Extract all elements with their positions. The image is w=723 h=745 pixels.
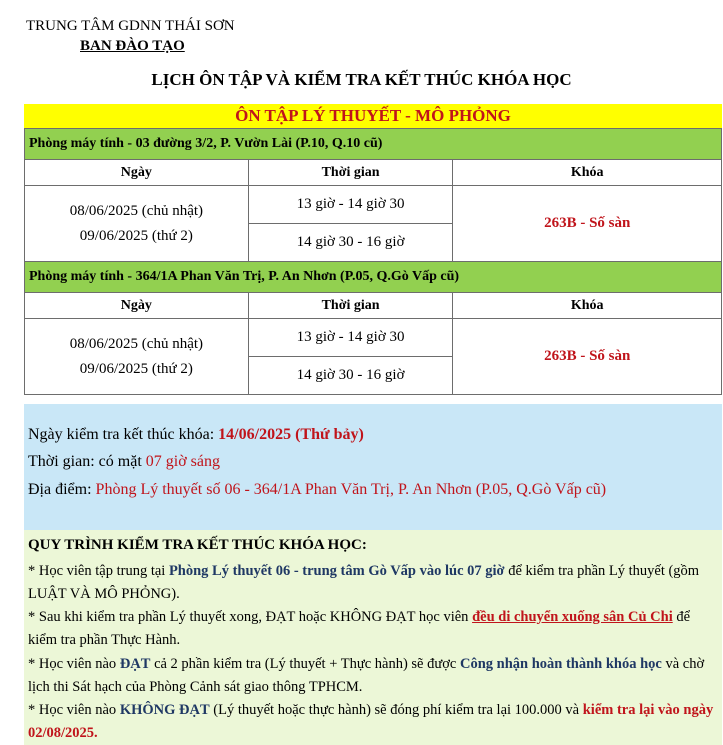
col-time-header: Thời gian [248, 293, 453, 319]
step-text: để kiểm tra phần Thực Hành. [28, 609, 691, 648]
schedule-table [24, 128, 722, 395]
exam-time-line [28, 453, 220, 471]
step-text: * Học viên nào [28, 702, 120, 718]
col-course-header: Khóa [453, 160, 722, 186]
exam-date-label: Ngày kiểm tra kết thúc khóa: [28, 426, 215, 443]
date-2: 09/06/2025 (thứ 2) [79, 360, 193, 377]
step-highlight: đều di chuyển xuống sân Củ Chi [472, 609, 673, 625]
table-row [25, 319, 722, 357]
org-header [26, 16, 235, 56]
exam-date-value: 14/06/2025 (Thứ bảy) [218, 426, 364, 443]
time-slot-2: 14 giờ 30 - 16 giờ [248, 224, 453, 262]
course-cell: 263B - Số sàn [453, 319, 722, 395]
time-slot-1: 13 giờ - 14 giờ 30 [248, 186, 453, 224]
date-1: 08/06/2025 (chủ nhật) [69, 335, 204, 352]
step-highlight: Phòng Lý thuyết 06 - trung tâm Gò Vấp vào lúc 07 giờ [168, 563, 505, 579]
procedure-section [24, 530, 722, 745]
procedure-step-3 [28, 653, 720, 698]
course-cell: 263B - Số sàn [453, 186, 722, 262]
exam-time-label: Thời gian: có mặt [28, 453, 142, 470]
date-cell [25, 319, 249, 395]
col-date-header: Ngày [25, 160, 249, 186]
step-highlight: KHÔNG ĐẠT [119, 702, 210, 718]
col-time-header: Thời gian [248, 160, 453, 186]
step-text: * Học viên tập trung tại [28, 563, 169, 579]
col-date-header: Ngày [25, 293, 249, 319]
table-row [25, 186, 722, 224]
procedure-step-1 [28, 560, 720, 605]
date-2: 09/06/2025 (thứ 2) [79, 227, 193, 244]
section-banner: ÔN TẬP LÝ THUYẾT - MÔ PHỎNG [24, 104, 722, 128]
step-text: cả 2 phần kiểm tra (Lý thuyết + Thực hành) sẽ được [150, 656, 460, 672]
step-highlight: kiểm tra lại vào ngày 02/08/2025. [28, 702, 714, 741]
location-row [25, 262, 722, 293]
exam-place-value: Phòng Lý thuyết số 06 - 364/1A Phan Văn Trị, P. An Nhơn (P.05, Q.Gò Vấp cũ) [95, 481, 607, 498]
exam-info [24, 404, 722, 530]
date-cell [25, 186, 249, 262]
department-name: BAN ĐÀO TẠO [80, 38, 185, 54]
date-1: 08/06/2025 (chủ nhật) [69, 202, 204, 219]
step-highlight: ĐẠT [119, 656, 151, 672]
step-text: * Học viên nào [28, 656, 120, 672]
procedure-step-4 [28, 699, 720, 744]
exam-place-line [28, 481, 606, 499]
step-text: (Lý thuyết hoặc thực hành) sẽ đóng phí kiểm tra lại 100.000 và [209, 702, 583, 718]
exam-place-label: Địa điểm: [28, 481, 92, 498]
col-course-header: Khóa [453, 293, 722, 319]
location-name: Phòng máy tính - 03 đường 3/2, P. Vườn Lài (P.10, Q.10 cũ) [25, 129, 722, 160]
exam-date-line [28, 426, 364, 444]
table-header-row [25, 293, 722, 319]
table-header-row [25, 160, 722, 186]
exam-time-value: 07 giờ sáng [145, 453, 220, 470]
page-title: LỊCH ÔN TẬP VÀ KIỂM TRA KẾT THÚC KHÓA HỌC [151, 70, 572, 89]
time-slot-1: 13 giờ - 14 giờ 30 [248, 319, 453, 357]
step-text: * Sau khi kiểm tra phần Lý thuyết xong, ĐẠT hoặc KHÔNG ĐẠT học viên [28, 609, 473, 625]
step-highlight: Công nhận hoàn thành khóa học [459, 656, 662, 672]
location-row [25, 129, 722, 160]
location-name: Phòng máy tính - 364/1A Phan Văn Trị, P. An Nhơn (P.05, Q.Gò Vấp cũ) [25, 262, 722, 293]
step-text: để kiểm tra phần Lý thuyết (gồm LUẬT VÀ MÔ PHỎNG). [28, 563, 700, 602]
procedure-title: QUY TRÌNH KIỂM TRA KẾT THÚC KHÓA HỌC: [28, 537, 367, 553]
procedure-step-2 [28, 606, 720, 651]
step-text: và chờ lịch thi Sát hạch của Phòng Cảnh sát giao thông TPHCM. [28, 656, 705, 695]
time-slot-2: 14 giờ 30 - 16 giờ [248, 357, 453, 395]
center-name: TRUNG TÂM GDNN THÁI SƠN [26, 18, 235, 34]
